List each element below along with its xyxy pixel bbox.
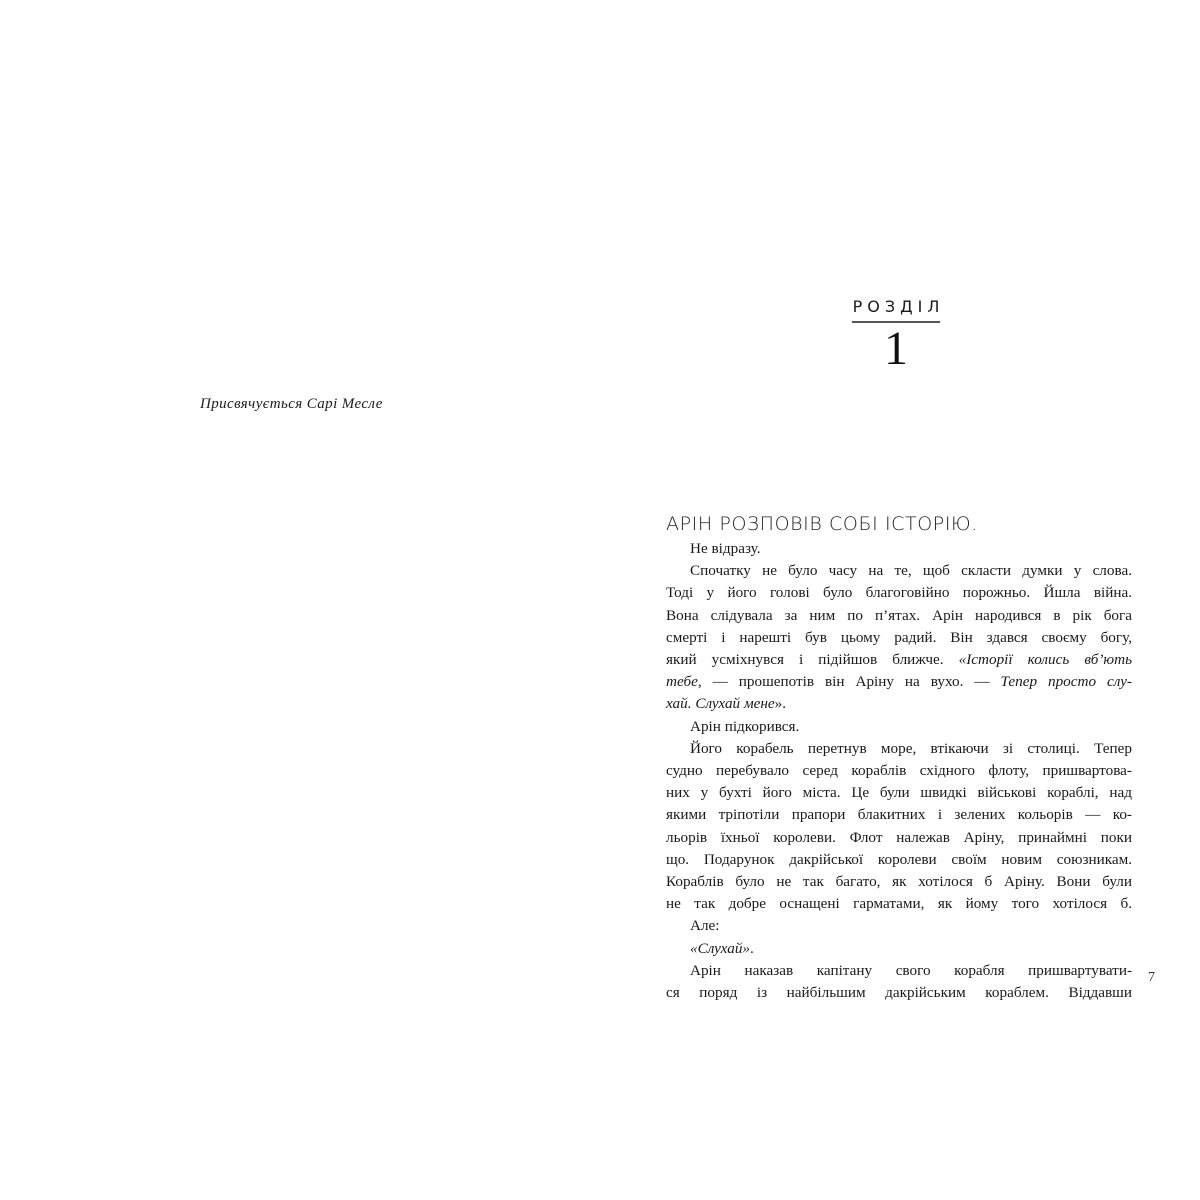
italic-text-segment: «Історії колись вб’ють [958,651,1132,669]
text-segment: — прошепотів він Аріну на вухо. — [701,673,1001,691]
text-line: судно перебувало серед кораблів східного флоту, пришвартова- [666,762,1132,780]
text-line: Тоді у його голові було благоговійно порожньо. Йшла війна. [666,584,1132,602]
text-line: Але: [690,917,720,935]
text-line: Арін наказав капітану свого корабля пришвартувати- [690,961,1132,979]
chapter-number: 1 [884,322,908,375]
text-line: Кораблів було не так багато, як хотілося б Аріну. Вони були [666,873,1132,891]
text-segment: ». [774,695,787,713]
text-line: Не відразу. [690,540,761,557]
text-line: що. Подарунок дакрійської королеви своїм новим союзникам. [666,850,1132,868]
chapter-opening-line: АРІН РОЗПОВІВ СОБІ ІСТОРІЮ. [666,513,978,535]
text-line: ся поряд із найбільшим дакрійським кораблем. Віддавши [666,984,1132,1002]
page-number: 7 [1148,970,1155,985]
body-text [666,538,1132,1004]
text-line [666,938,1132,960]
italic-text-segment: «Слухай» [690,939,751,957]
chapter-body [666,510,1132,1004]
text-line: них у бухті його міста. Це були швидкі військові кораблі, над [666,784,1132,802]
italic-text-segment: хай. Слухай мене [666,695,775,713]
text-line [666,671,1132,693]
text-segment: який усміхнувся і підійшов ближче. [666,651,959,669]
text-line: якими тріпотіли прапори блакитних і зелених кольорів — ко- [666,806,1132,824]
text-line: не так добре оснащені гарматами, як йому того хотілося б. [666,895,1132,913]
text-line [666,693,1132,715]
text-line [666,649,1132,671]
text-line: льорів їхньої королеви. Флот належав Аріну, принаймні поки [666,828,1132,846]
text-line: смерті і нарешті був цьому радий. Він здався своєму богу, [666,628,1132,646]
text-segment: . [750,939,754,957]
text-line: Вона слідувала за ним по п’ятах. Арін народився в рік бога [666,606,1132,624]
text-line: Спочатку не було часу на те, щоб скласти думки у слова. [690,562,1132,580]
dedication-text: Присвячується Сарі Месле [200,396,383,412]
text-line: Арін підкорився. [690,717,800,735]
text-line: Його корабель перетнув море, втікаючи зі столиці. Тепер [690,739,1132,757]
chapter-heading [846,296,946,377]
italic-text-segment: Тепер просто слу- [1000,673,1132,691]
italic-text-segment: тебе, [666,673,702,691]
chapter-label: РОЗДІЛ [852,297,945,316]
